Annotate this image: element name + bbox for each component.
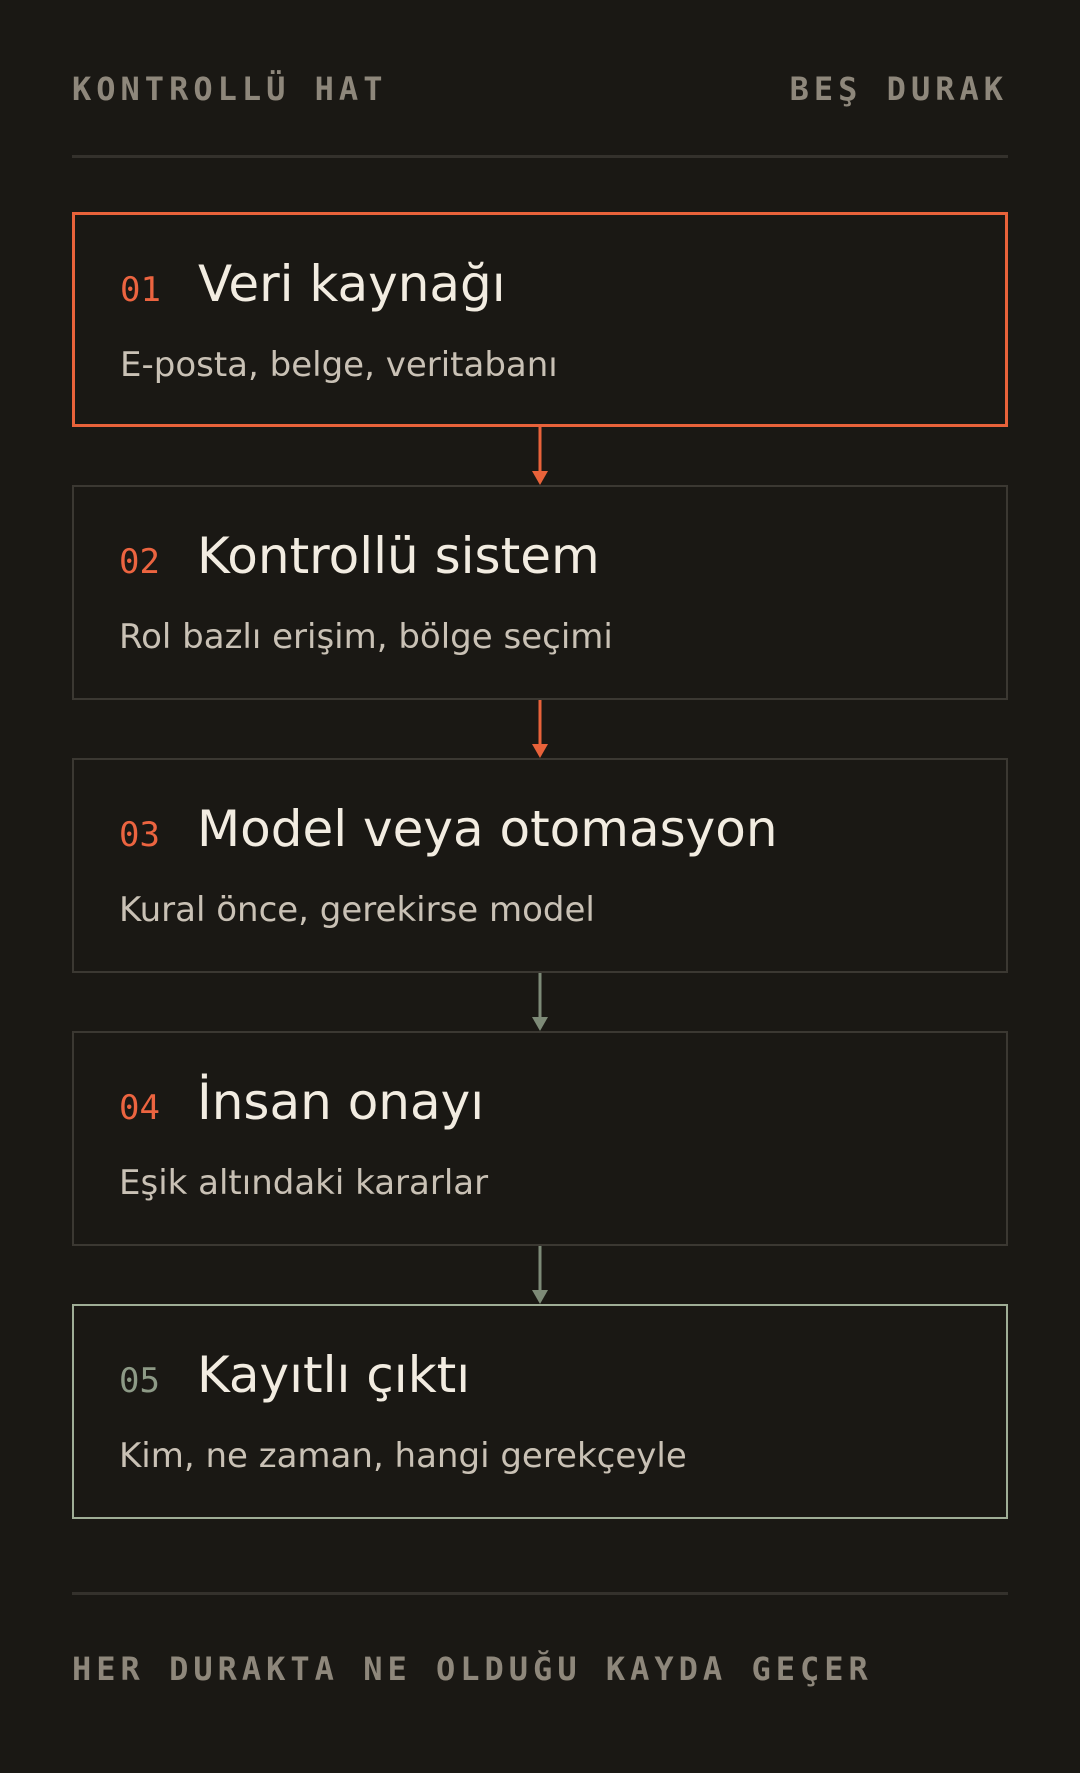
step-title: Kayıtlı çıktı [197,1346,471,1404]
step-card-5 [72,1304,1008,1519]
step-description: Rol bazlı erişim, bölge seçimi [119,617,613,657]
header [72,70,1008,108]
arrow-down-icon [532,973,548,1031]
bottom-divider [72,1592,1008,1595]
step-number: 01 [120,270,161,310]
step-card-1 [72,212,1008,427]
step-description: Kim, ne zaman, hangi gerekçeyle [119,1436,687,1476]
step-card-2 [72,485,1008,700]
step-title: Veri kaynağı [198,255,506,313]
step-card-3 [72,758,1008,973]
footer-caption: HER DURAKTA NE OLDUĞU KAYDA GEÇER [72,1650,873,1688]
step-description: E-posta, belge, veritabanı [120,345,558,385]
step-title-row [119,1073,484,1131]
arrow-down-icon [532,700,548,758]
step-title-row [119,527,600,585]
top-divider [72,155,1008,158]
step-description: Kural önce, gerekirse model [119,890,595,930]
step-number: 03 [119,815,160,855]
step-title: Model veya otomasyon [197,800,778,858]
step-title-row [119,1346,470,1404]
step-number: 02 [119,542,160,582]
step-title-row [119,800,778,858]
header-title: KONTROLLÜ HAT [72,70,388,108]
step-number: 04 [119,1088,160,1128]
step-title-row [120,255,506,313]
arrow-down-icon [532,427,548,485]
step-number: 05 [119,1361,160,1401]
step-title: İnsan onayı [197,1073,485,1131]
step-title: Kontrollü sistem [197,527,600,585]
arrow-down-icon [532,1246,548,1304]
step-description: Eşik altındaki kararlar [119,1163,489,1203]
step-card-4 [72,1031,1008,1246]
header-step-count: BEŞ DURAK [789,70,1008,108]
